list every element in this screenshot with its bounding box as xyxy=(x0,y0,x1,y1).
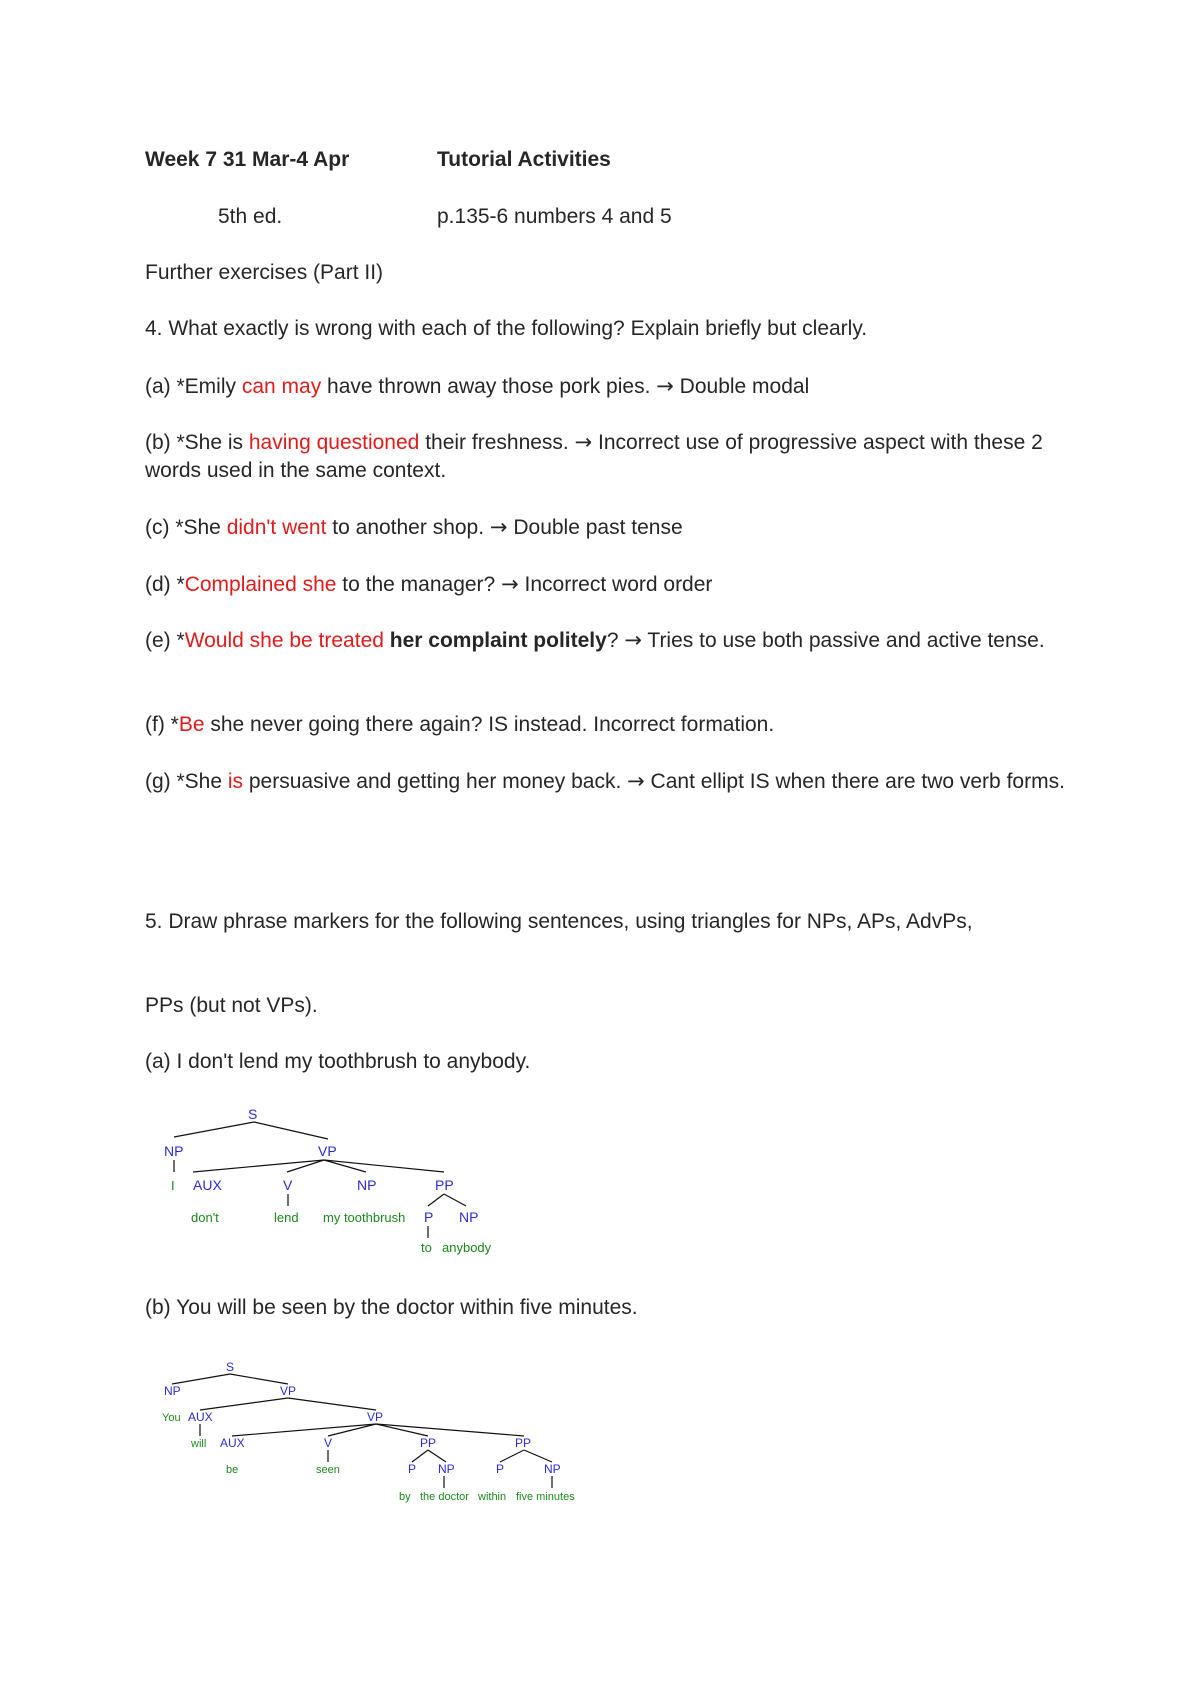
node-np-object: NP xyxy=(357,1177,377,1193)
edition: 5th ed. xyxy=(218,205,283,228)
node-np-2: NP xyxy=(544,1462,561,1476)
word-toothbrush: my toothbrush xyxy=(323,1210,406,1225)
word-five-minutes: five minutes xyxy=(516,1491,575,1503)
node-pp-2: PP xyxy=(515,1436,532,1450)
word-seen: seen xyxy=(316,1464,340,1476)
q4-prompt: 4. What exactly is wrong with each of the following? Explain briefly but clearly. xyxy=(145,317,868,340)
q4-item-b: (b) *She is having questioned their freshness. → Incorrect use of progressive aspect with these 2 words used in the same context. xyxy=(145,430,1043,482)
node-pp: PP xyxy=(435,1177,454,1193)
node-np: NP xyxy=(164,1143,184,1159)
q5-item-a: (a) I don't lend my toothbrush to anybody. xyxy=(145,1050,531,1073)
arrow-icon: → xyxy=(627,769,645,793)
arrow-icon: → xyxy=(489,515,508,539)
q5-prompt-line1: 5. Draw phrase markers for the following sentences, using triangles for NPs, APs, AdvPs, xyxy=(145,910,973,933)
node-p-2: P xyxy=(496,1462,505,1476)
q4-item-a: (a) *Emily can may have thrown away those pork pies. → Double modal xyxy=(145,374,810,398)
node-np-pp: NP xyxy=(459,1209,479,1225)
arrow-icon: → xyxy=(501,572,519,596)
node-v: V xyxy=(324,1436,333,1450)
q4-item-d: (d) *Complained she to the manager? → Incorrect word order xyxy=(145,572,713,596)
word-i: I xyxy=(171,1178,175,1193)
node-p-1: P xyxy=(408,1462,417,1476)
q5-item-b: (b) You will be seen by the doctor within five minutes. xyxy=(145,1296,638,1319)
node-np-1: NP xyxy=(438,1462,455,1476)
q4-item-f: (f) *Be she never going there again? IS instead. Incorrect formation. xyxy=(145,713,775,736)
node-p: P xyxy=(424,1209,434,1225)
node-aux: AUX xyxy=(188,1410,213,1424)
node-vp: VP xyxy=(280,1384,297,1398)
q4-item-g: (g) *She is persuasive and getting her money back. → Cant ellipt IS when there are two verb forms. xyxy=(145,769,1065,793)
word-lend: lend xyxy=(274,1210,299,1225)
section-heading: Further exercises (Part II) xyxy=(145,261,384,284)
word-will: will xyxy=(191,1438,207,1450)
word-within: within xyxy=(478,1491,507,1503)
node-pp-1: PP xyxy=(420,1436,437,1450)
q4-item-c: (c) *She didn't went to another shop. → Double past tense xyxy=(145,515,683,539)
word-the-doctor: the doctor xyxy=(420,1491,469,1503)
arrow-icon: → xyxy=(574,430,593,454)
q5-prompt-line2: PPs (but not VPs). xyxy=(145,994,318,1017)
word-be: be xyxy=(226,1464,239,1476)
node-np: NP xyxy=(164,1384,181,1398)
word-dont: don't xyxy=(191,1210,219,1225)
node-aux-inner: AUX xyxy=(220,1436,245,1450)
node-v: V xyxy=(283,1177,293,1193)
word-you: You xyxy=(162,1412,181,1424)
node-s: S xyxy=(248,1106,258,1122)
arrow-icon: → xyxy=(624,628,642,652)
week-label: Week 7 31 Mar-4 Apr xyxy=(145,148,350,171)
arrow-icon: → xyxy=(656,374,674,398)
q4-item-e: (e) *Would she be treated her complaint politely? → Tries to use both passive and active tense. xyxy=(145,628,1045,652)
node-vp-inner: VP xyxy=(367,1410,384,1424)
page-reference: p.135-6 numbers 4 and 5 xyxy=(437,205,672,228)
node-aux: AUX xyxy=(193,1177,222,1193)
node-s: S xyxy=(226,1360,235,1374)
node-vp: VP xyxy=(318,1143,337,1159)
word-to: to xyxy=(421,1240,432,1255)
word-anybody: anybody xyxy=(442,1240,492,1255)
word-by: by xyxy=(399,1491,411,1503)
page-title: Tutorial Activities xyxy=(437,148,611,171)
